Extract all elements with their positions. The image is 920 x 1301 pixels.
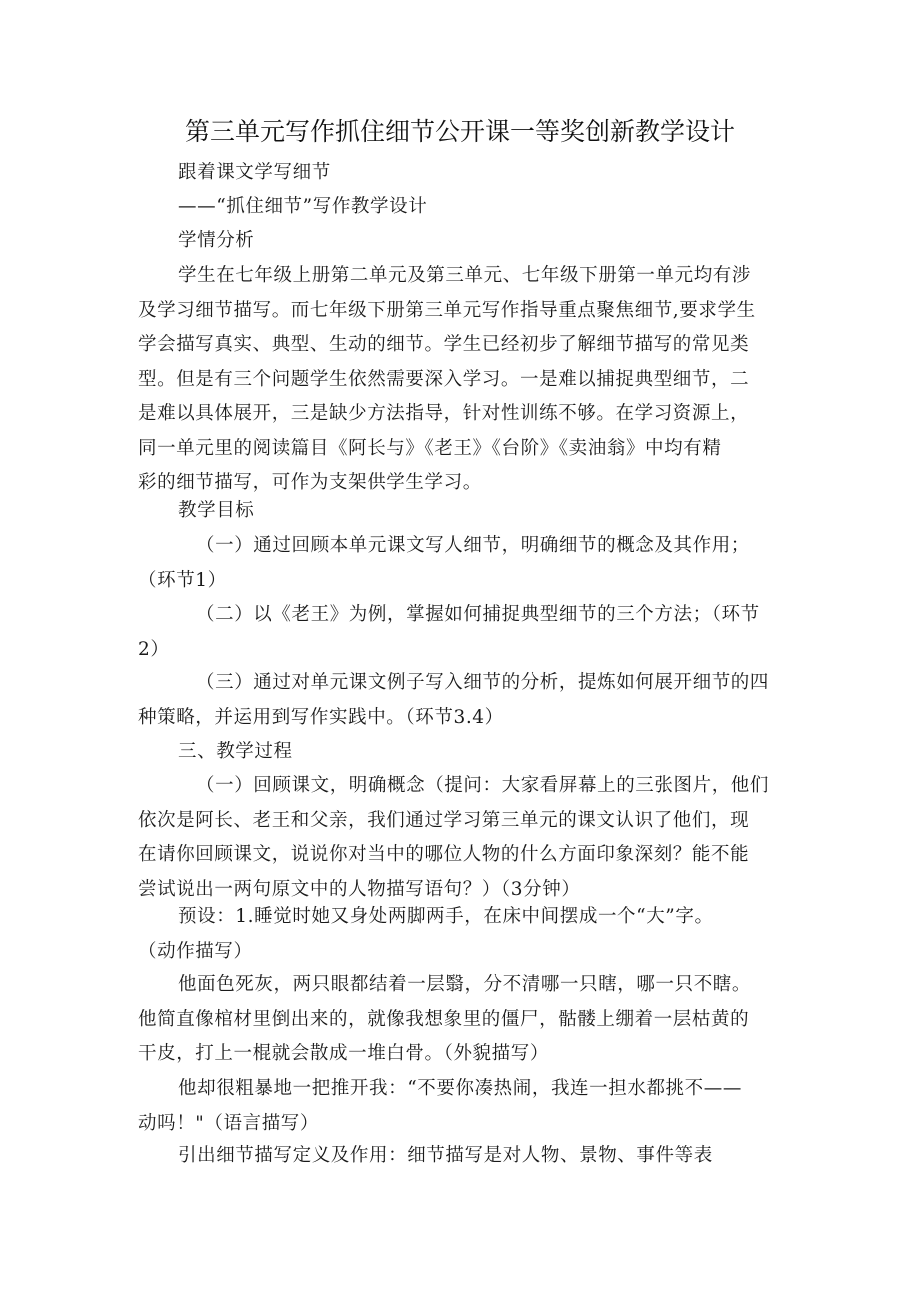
text-line: 种策略，并运用到写作实践中。（环节3.4） — [138, 706, 504, 728]
text-line: （三）通过对单元课文例子写入细节的分析，提炼如何展开细节的四 — [196, 672, 770, 693]
text-line: 在请你回顾课文，说说你对当中的哪位人物的什么方面印象深刻？能不能 — [138, 844, 750, 865]
goal-2 — [138, 598, 788, 667]
text-line: （动作描写） — [138, 940, 253, 962]
goal-3 — [138, 666, 788, 735]
preset-answer — [138, 900, 788, 969]
text-line: 学会描写真实、典型、生动的细节。学生已经初步了解细节描写的常见类 — [138, 334, 750, 355]
text-line: 型。但是有三个问题学生依然需要深入学习。一是难以捕捉典型细节，二 — [138, 368, 750, 390]
text-line: （环节1） — [138, 569, 227, 591]
goal-1 — [138, 529, 788, 598]
text-line: 引出细节描写定义及作用：细节描写是对人物、景物、事件等表 — [178, 1145, 713, 1166]
text-line: （一）回顾课文，明确概念（提问：大家看屏幕上的三张图片，他们 — [196, 775, 770, 796]
text-line: 他却很粗暴地一把推开我：“不要你凑热闹，我连一担水都挑不—— — [178, 1078, 742, 1099]
text-line: 尝试说出一两句原文中的人物描写语句？）（3分钟） — [138, 878, 581, 900]
heading-process-line: 三、教学过程 — [178, 741, 293, 762]
text-line: 及学习细节描写。而七年级下册第三单元写作指导重点聚焦细节,要求学生 — [138, 299, 756, 321]
text-line: 预设：1.睡觉时她又身处两脚两手，在床中间摆成一个“大”字。 — [178, 906, 714, 927]
subtitle-secondary — [138, 190, 788, 225]
text-line: （二）以《老王》为例，掌握如何捕捉典型细节的三个方法；（环节 — [196, 604, 760, 625]
text-line: 干皮，打上一棍就会散成一堆白骨。（外貌描写） — [138, 1043, 549, 1064]
process-step-1 — [138, 769, 788, 907]
text-line: （一）通过回顾本单元课文写人细节，明确细节的概念及其作用； — [196, 535, 750, 556]
text-line: 2） — [138, 638, 170, 660]
subtitle-line: 跟着课文学写细节 — [178, 162, 331, 183]
text-line: 他简直像棺材里倒出来的，就像我想象里的僵尸，骷髅上绷着一层枯黄的 — [138, 1008, 750, 1030]
text-line: 动吗！"（语言描写） — [138, 1112, 320, 1134]
text-line: 依次是阿长、老王和父亲，我们通过学习第三单元的课文认识了他们，现 — [138, 809, 750, 831]
appearance-example — [138, 968, 788, 1072]
text-line: 学生在七年级上册第二单元及第三单元、七年级下册第一单元均有涉 — [178, 265, 752, 286]
analysis-paragraph — [138, 259, 788, 501]
heading-analysis-line: 学情分析 — [178, 230, 255, 251]
text-line: 是难以具体展开，三是缺少方法指导，针对性训练不够。在学习资源上， — [138, 403, 750, 424]
speech-example — [138, 1072, 788, 1141]
heading-analysis — [138, 224, 788, 259]
text-line: 彩的细节描写，可作为支架供学生学习。 — [138, 472, 482, 493]
subtitle-secondary-line: ——“抓住细节”写作教学设计 — [178, 196, 428, 217]
text-line: 他面色死灰，两只眼都结着一层翳，分不清哪一只瞎，哪一只不瞎。 — [178, 974, 752, 995]
heading-goals — [138, 494, 788, 529]
text-line: 同一单元里的阅读篇目《阿长与》《老王》《台阶》《卖油翁》中均有精 — [138, 437, 722, 459]
heading-goals-line: 教学目标 — [178, 500, 255, 521]
document-title: 第三单元写作抓住细节公开课一等奖创新教学设计 — [184, 117, 735, 146]
heading-process — [138, 735, 788, 770]
subtitle — [138, 156, 788, 191]
definition-paragraph — [138, 1139, 788, 1174]
